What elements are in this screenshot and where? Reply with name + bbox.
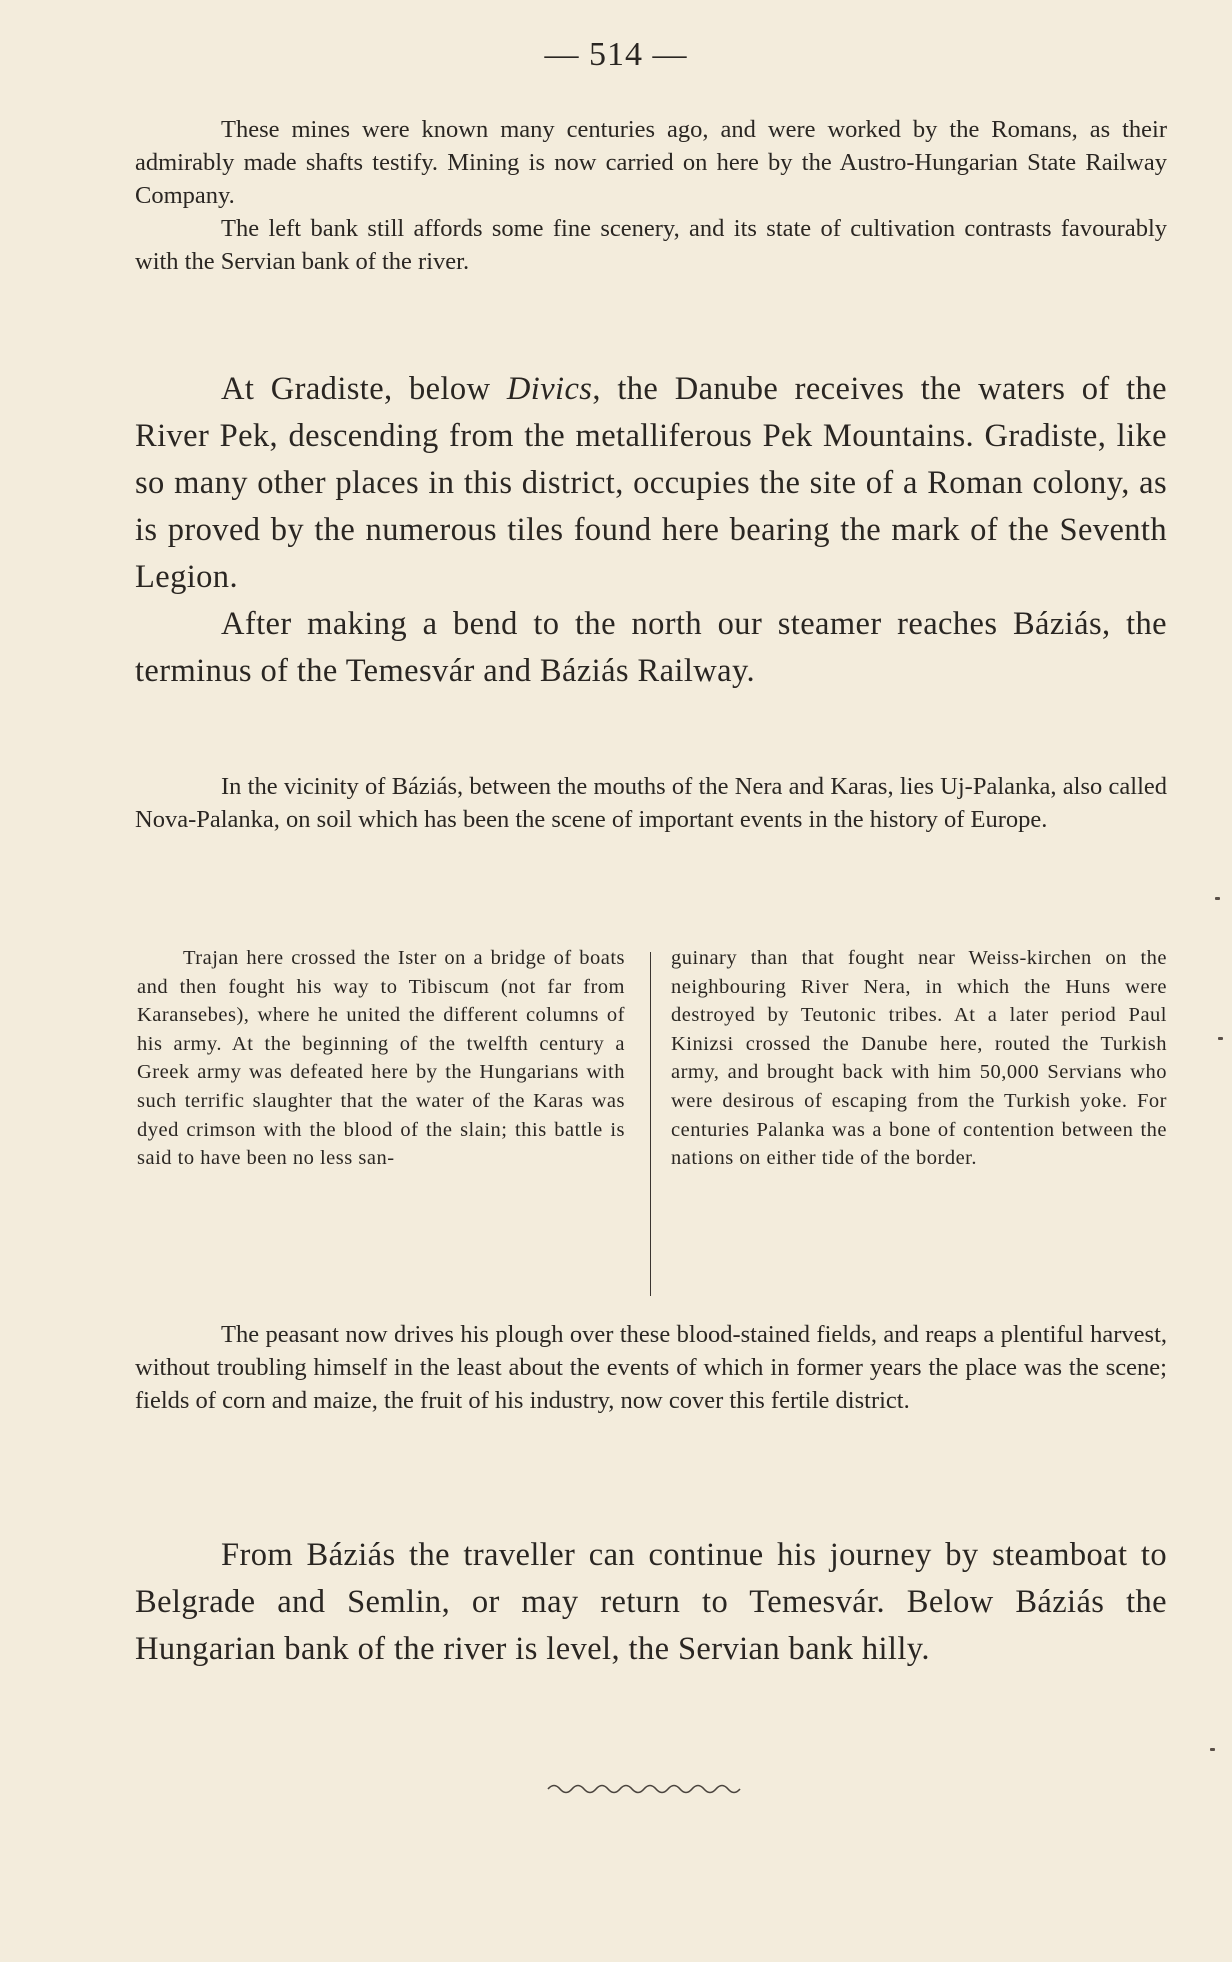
paragraph-left-bank: The left bank still affords some fine scenery, and its state of cultivation contrasts favourably with the Servian bank of the river. [135, 215, 1167, 275]
paragraph-bazias: After making a bend to the north our steamer reaches Báziás, the terminus of the Temesvár and Báziás Railway. [135, 606, 1167, 689]
column-divider [650, 952, 651, 1296]
vicinity-block [135, 770, 1167, 836]
peasant-block [135, 1318, 1167, 1417]
column-right: guinary than that fought near Weiss-kirchen on the neighbouring River Nera, in which the Huns were destroyed by Teutonic tribes. At a later period Paul Kinizsi crossed the Danube here, routed the Turkish army, and brought back with him 50,000 Servians who were desirous of escaping from the Turkish yoke. For centuries Palanka was a bone of contention between the nations on either tide of the border. [671, 947, 1167, 1170]
ink-speck [1215, 897, 1220, 900]
ink-speck [1210, 1748, 1215, 1751]
paragraph-gradiste [135, 366, 1167, 601]
gradiste-text-end: , the Danube receives the waters of the River Pek, descending from the metalliferous Pek Mountains. Gradiste, like so many other places in this district, occupies the site of a Roman colony, as is proved by the numerous tiles found here bearing the mark of the Seventh Legion. [135, 371, 1167, 595]
gradiste-text-start: At Gradiste, below [221, 371, 507, 407]
column-left: Trajan here crossed the Ister on a bridge of boats and then fought his way to Tibiscum (not far from Karansebes), where he united the different columns of his army. At the beginning of the twelfth century a Greek army was defeated here by the Hungarians with such terrific slaughter that the water of the Karas was dyed crimson with the blood of the slain; this battle is said to have been no less san- [137, 947, 625, 1170]
paragraph-vicinity: In the vicinity of Báziás, between the mouths of the Nera and Karas, lies Uj-Palanka, also called Nova-Palanka, on soil which has been the scene of important events in the history of Europe. [135, 773, 1167, 833]
paragraph-peasant: The peasant now drives his plough over these blood-stained fields, and reaps a plentiful harvest, without troubling himself in the least about the events of which in former years the place was the scene; fields of corn and maize, the fruit of his industry, now cover this fertile district. [135, 1321, 1167, 1414]
page-number-header: — 514 — [544, 36, 688, 73]
paragraph-mines: These mines were known many centuries ago, and were worked by the Romans, as their admirably made shafts testify. Mining is now carried on here by the Austro-Hungarian State Railway Company. [135, 116, 1167, 209]
divics-italic: Divics [506, 371, 593, 407]
wave-ornament [546, 1782, 746, 1796]
intro-block [135, 113, 1167, 278]
closing-block [135, 1532, 1167, 1673]
ink-speck [1218, 1037, 1223, 1040]
gradiste-block [135, 366, 1167, 695]
paragraph-journey: From Báziás the traveller can continue his journey by steamboat to Belgrade and Semlin, or may return to Temesvár. Below Báziás the Hungarian bank of the river is level, the Servian bank hilly. [135, 1537, 1167, 1667]
two-column-section [137, 944, 1167, 1298]
